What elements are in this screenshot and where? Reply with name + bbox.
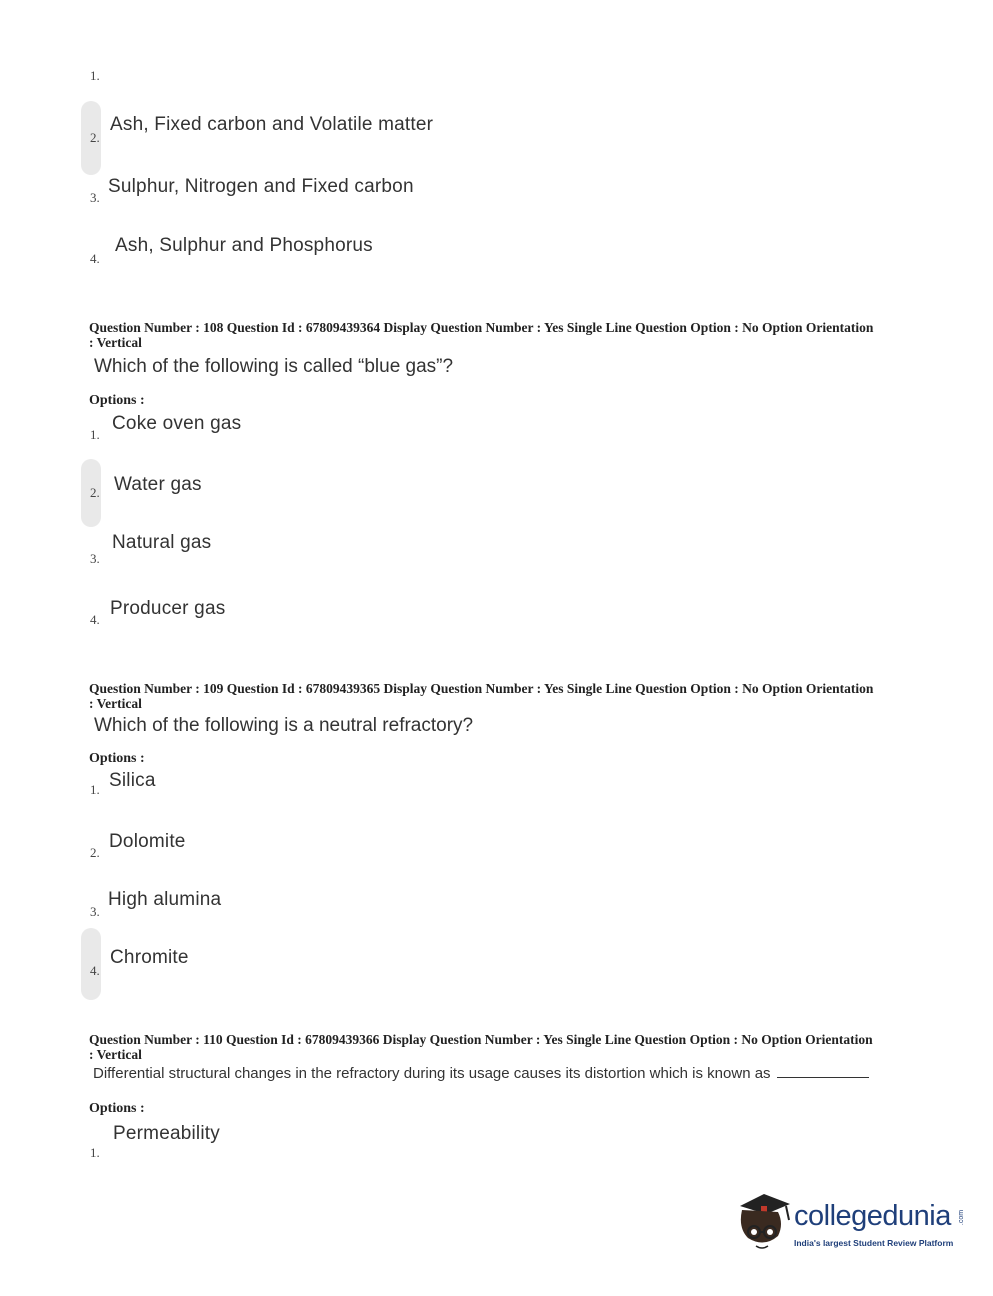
option-number: 3. — [90, 551, 100, 566]
option-text[interactable]: Sulphur, Nitrogen and Fixed carbon — [108, 176, 414, 197]
option-text[interactable]: Silica — [109, 770, 156, 791]
question-text: Which of the following is called “blue gas”? — [94, 356, 454, 377]
options-label: Options : — [89, 751, 145, 766]
options-label: Options : — [89, 393, 145, 408]
option-text[interactable]: Chromite — [110, 947, 189, 968]
option-text — [148, 64, 151, 75]
logo-tagline: India's largest Student Review Platform — [794, 1238, 954, 1248]
option-text[interactable]: Dolomite — [109, 831, 186, 852]
option-text[interactable]: Natural gas — [112, 532, 212, 553]
option-number: 2. — [90, 130, 100, 145]
option-text[interactable]: Water gas — [114, 474, 202, 495]
question-line — [93, 1065, 869, 1083]
option-text[interactable]: Ash, Sulphur and Phosphorus — [115, 235, 373, 256]
options-label: Options : — [89, 1101, 145, 1116]
question-text: Which of the following is a neutral refractory? — [94, 715, 474, 736]
option-number: 2. — [90, 845, 100, 860]
option-text[interactable]: Producer gas — [110, 598, 226, 619]
option-number: 1. — [90, 782, 100, 797]
option-number: 4. — [90, 612, 100, 627]
question-text: Differential structural changes in the refractory during its usage causes its distortion which is known as — [93, 1065, 771, 1082]
option-number: 2. — [90, 485, 100, 500]
option-text[interactable]: Permeability — [113, 1123, 220, 1144]
option-text[interactable]: Ash, Fixed carbon and Volatile matter — [110, 114, 434, 135]
option-text[interactable]: Coke oven gas — [112, 413, 242, 434]
question-meta: Question Number : 108 Question Id : 67809439364 Display Question Number : Yes Single Line Question Option : No Option Orientation : Vertical — [89, 320, 874, 350]
student-mascot-icon — [734, 1188, 796, 1258]
option-number: 3. — [90, 904, 100, 919]
logo-suffix: .com — [958, 1209, 966, 1226]
option-number: 4. — [90, 963, 100, 978]
collegedunia-logo — [734, 1188, 964, 1258]
option-number: 1. — [90, 68, 100, 83]
logo-wordmark: collegedunia — [794, 1200, 951, 1232]
question-meta: Question Number : 109 Question Id : 67809439365 Display Question Number : Yes Single Line Question Option : No Option Orientation : Vertical — [89, 681, 874, 711]
question-meta: Question Number : 110 Question Id : 67809439366 Display Question Number : Yes Single Line Question Option : No Option Orientation : Vertical — [89, 1032, 873, 1062]
answer-blank — [777, 1076, 869, 1078]
option-text[interactable]: High alumina — [108, 889, 222, 910]
option-number: 3. — [90, 190, 100, 205]
option-number: 1. — [90, 427, 100, 442]
option-number: 4. — [90, 251, 100, 266]
option-number: 1. — [90, 1145, 100, 1160]
